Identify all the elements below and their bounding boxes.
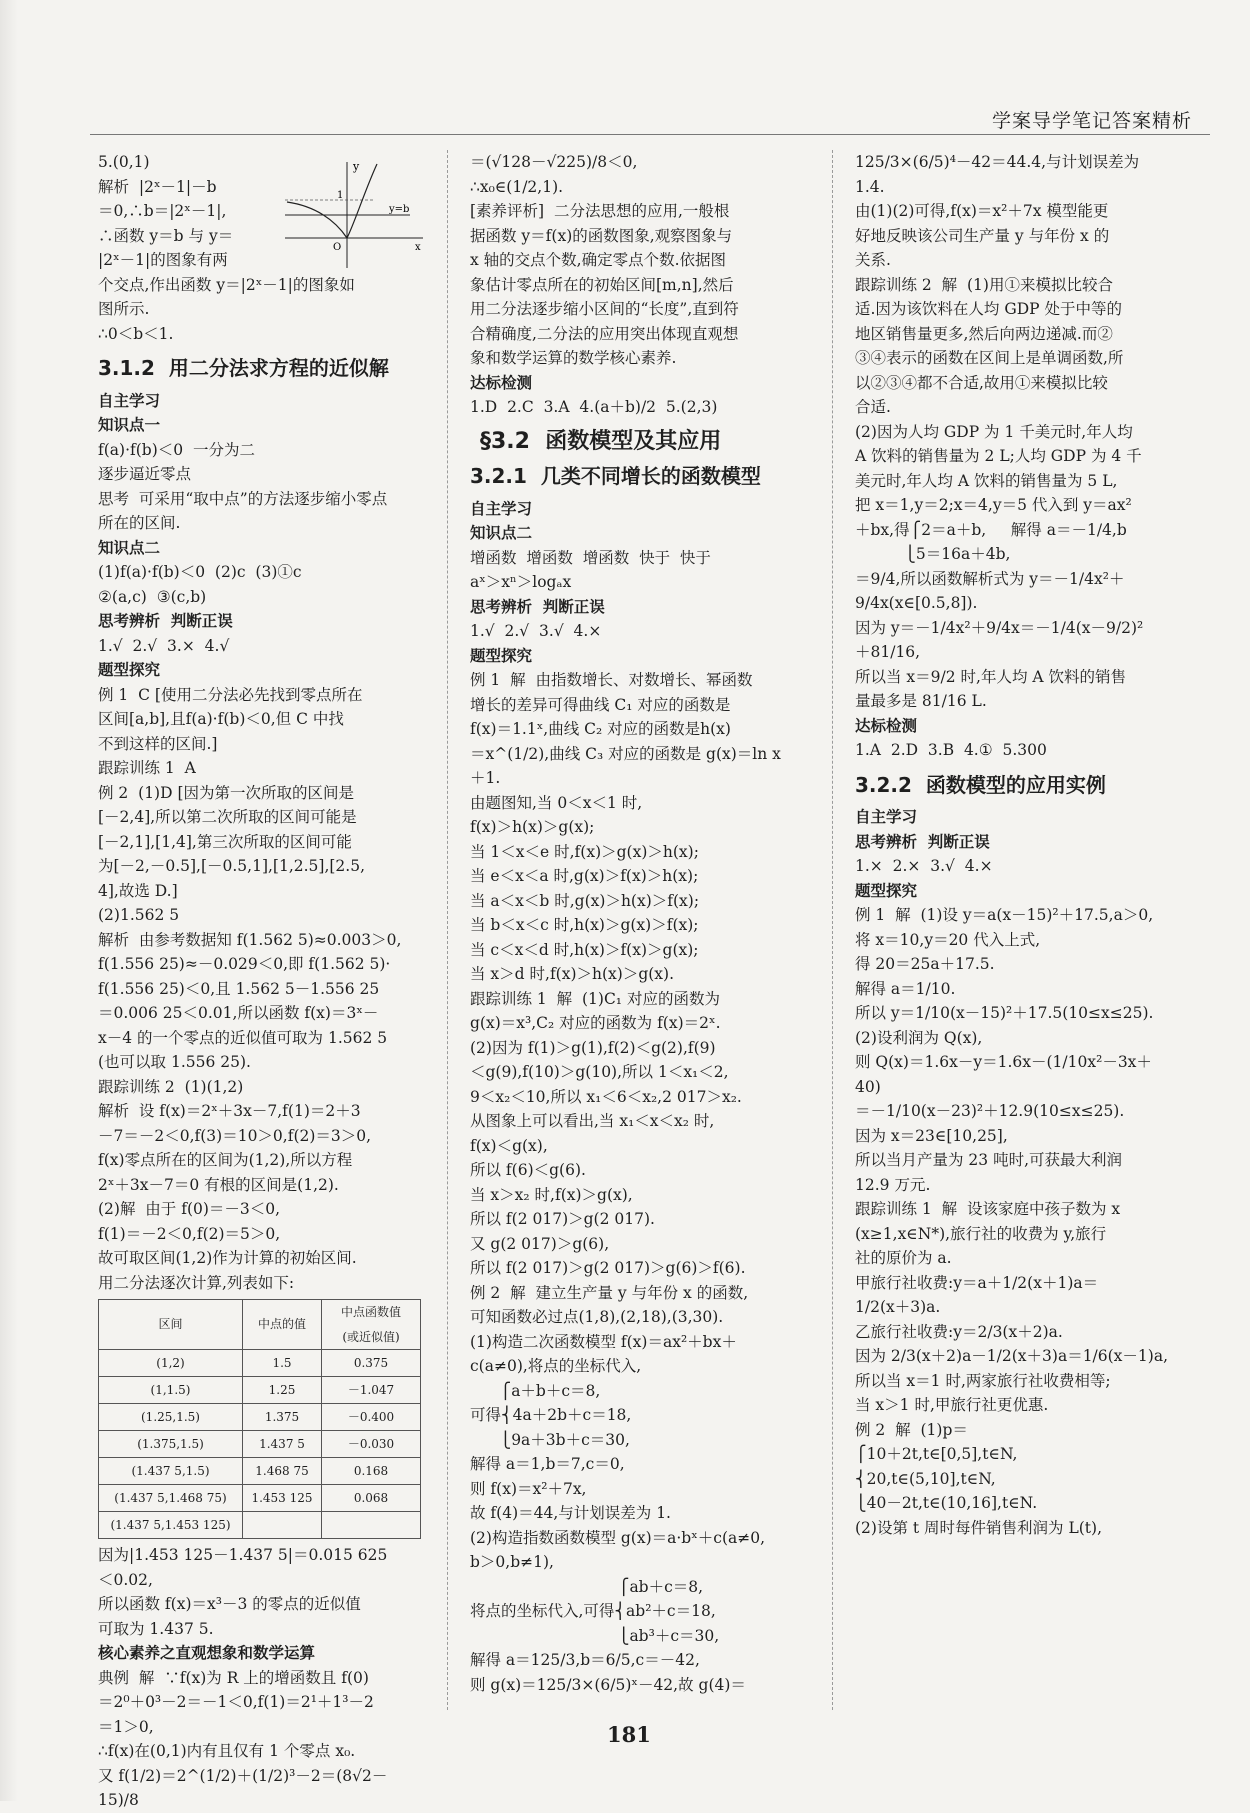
table-cell: －1.047 [322, 1377, 421, 1404]
subheading: 思考辨析 判断正误 [98, 612, 233, 630]
subheading: 题型探究 [470, 646, 533, 665]
text-line: 当 c＜x＜d 时,h(x)＞f(x)＞g(x); [470, 940, 699, 959]
text-line: (2)1.562 5 [98, 906, 180, 924]
text-line: ∴f(x)在(0,1)内有且仅有 1 个零点 x₀. [98, 1742, 356, 1760]
text-line: 例 1 解 (1)设 y＝a(x－15)²＋17.5,a＞0, [855, 906, 1154, 924]
text-line: 得 20＝25a＋17.5. [855, 955, 995, 973]
text-line: (2)因为人均 GDP 为 1 千美元时,年人均 [855, 422, 1133, 441]
text-line: f(a)·f(b)＜0 一分为二 [98, 440, 255, 459]
subheading: 思考辨析 判断正误 [855, 832, 990, 851]
text-line: 跟踪训练 2 (1)(1,2) [98, 1077, 244, 1096]
table-header-row [99, 1300, 421, 1350]
table-cell: (1.25,1.5) [99, 1404, 243, 1431]
text-line: 1.4. [855, 177, 885, 196]
text-line: 因为 y＝－1/4x²＋9/4x＝－1/4(x－9/2)² [855, 618, 1144, 637]
table-row [99, 1458, 421, 1485]
text-line: 则 Q(x)＝1.6x－y＝1.6x－(1/10x²－3x＋40) [855, 1053, 1152, 1096]
column-1 [98, 150, 428, 1813]
table-cell: 1.375 [243, 1404, 322, 1431]
text-line: 乙旅行社收费:y＝2/3(x＋2)a. [855, 1322, 1063, 1341]
subheading: 自主学习 [855, 808, 918, 826]
text-line: 故 f(4)＝44,与计划误差为 1. [470, 1504, 671, 1522]
text-line: ⎩40－2t,t∈(10,16],t∈N. [855, 1494, 1038, 1512]
text-line: f(x)＞h(x)＞g(x); [470, 818, 595, 836]
text-line: 图所示. [98, 300, 150, 318]
text-line: ＜g(9),f(10)＞g(10),所以 1＜x₁＜2, [470, 1063, 729, 1081]
text-line: ⎧ab＋c＝8, [470, 1577, 704, 1596]
subheading: 知识点一 [98, 416, 161, 434]
text-line: 解得 a＝1/10. [855, 979, 956, 998]
origin-label: O [333, 242, 342, 253]
text-line: 当 a＜x＜b 时,g(x)＞h(x)＞f(x); [470, 891, 700, 910]
section-heading: 3.2.2 函数模型的应用实例 [855, 772, 1106, 797]
text-line: 从图象上可以看出,当 x₁＜x＜x₂ 时, [470, 1112, 715, 1130]
subheading: 知识点二 [470, 524, 533, 542]
text-line: 社的原价为 a. [855, 1249, 952, 1267]
subheading: 思考辨析 判断正误 [470, 597, 605, 616]
table-cell [322, 1512, 421, 1539]
text-line: ＋1. [470, 769, 501, 787]
text-line: 为[－2,－0.5],[－0.5,1],[1,2.5],[2.5, [98, 857, 366, 875]
text-line: 4],故选 D.] [98, 881, 178, 900]
text-line: (也可以取 1.556 25). [98, 1053, 251, 1071]
text-line: 当 x＞1 时,甲旅行社更优惠. [855, 1396, 1049, 1414]
text-line: 所以函数 f(x)＝x³－3 的零点的近似值 [98, 1595, 361, 1613]
text-line: (2)设利润为 Q(x), [855, 1028, 983, 1047]
subheading: 达标检测 [855, 716, 918, 735]
text-line: 跟踪训练 1 解 (1)C₁ 对应的函数为 [470, 989, 720, 1008]
text-line: 好地反映该公司生产量 y 与年份 x 的 [855, 226, 1110, 245]
text-line: 1.√ 2.√ 3.× 4.√ [98, 636, 230, 655]
text-line: 9＜x₂＜10,所以 x₁＜6＜x₂,2 017＞x₂. [470, 1087, 742, 1106]
text-line: 所以当月产量为 23 吨时,可获最大利润 [855, 1151, 1123, 1169]
text-line: 例 2 解 (1)p＝ [855, 1420, 968, 1439]
text-line: 增函数 增函数 增函数 快于 快于 [470, 548, 711, 567]
text-line: [－2,1],[1,4],第三次所取的区间可能 [98, 832, 352, 851]
text-line: ＝9/4,所以函数解析式为 y＝－1/4x²＋ [855, 569, 1125, 588]
subheading: 题型探究 [98, 661, 161, 679]
text-line: 可得⎨4a＋2b＋c＝18, [470, 1406, 632, 1424]
page-number: 181 [607, 1722, 651, 1747]
text-line: 1.D 2.C 3.A 4.(a＋b)/2 5.(2,3) [470, 398, 718, 416]
text-line: 故可取区间(1,2)作为计算的初始区间. [98, 1249, 357, 1267]
text-line: ＝x^(1/2),曲线 C₃ 对应的函数是 g(x)＝ln x [470, 744, 781, 763]
text-line: ＝0,∴b＝|2ˣ－1|, [98, 202, 227, 220]
page-edge [0, 0, 18, 1801]
text-line: 解得 a＝125/3,b＝6/5,c＝－42, [470, 1651, 700, 1669]
text-line: ＝2⁰＋0³－2＝－1＜0,f(1)＝2¹＋1³－2 [98, 1693, 374, 1711]
one-label: 1 [337, 190, 344, 201]
text-line: 象估计零点所在的初始区间[m,n],然后 [470, 275, 734, 294]
text-line: 例 1 解 由指数增长、对数增长、幂函数 [470, 671, 753, 689]
text-line: (2)解 由于 f(0)＝－3＜0, [98, 1200, 281, 1218]
curve-abs-2x-minus-1 [287, 164, 377, 238]
table-cell: (1.437 5,1.453 125) [99, 1512, 243, 1539]
text-line: f(1.556 25)＜0,且 1.562 5－1.556 25 [98, 979, 380, 998]
text-line: 合精确度,二分法的应用突出体现直观想 [470, 324, 739, 343]
text-line: x－4 的一个零点的近似值可取为 1.562 5 [98, 1028, 388, 1047]
abs-exp-graph [285, 160, 425, 270]
text-line: 据函数 y＝f(x)的函数图象,观察图象与 [470, 226, 733, 245]
subheading: 达标检测 [470, 373, 533, 392]
text-line: －7＝－2＜0,f(3)＝10＞0,f(2)＝3＞0, [98, 1126, 372, 1145]
text-line: ＝1＞0, [98, 1717, 154, 1736]
text-line: 1.× 2.× 3.√ 4.× [855, 857, 993, 875]
text-line: 增长的差异可得曲线 C₁ 对应的函数是 [470, 695, 731, 714]
text-line: 量最多是 81/16 L. [855, 692, 987, 710]
text-line: [－2,4],所以第二次所取的区间可能是 [98, 808, 357, 826]
text-line: 关系. [855, 251, 891, 269]
text-line: 所以 y＝1/10(x－15)²＋17.5(10≤x≤25). [855, 1004, 1154, 1022]
text-line: 用二分法逐次计算,列表如下: [98, 1273, 295, 1292]
x-axis-label: x [415, 242, 421, 253]
text-line: 解析 由参考数据知 f(1.562 5)≈0.003＞0, [98, 930, 402, 949]
text-line: ＋bx,得⎧2＝a＋b, 解得 a＝－1/4,b [855, 520, 1127, 539]
text-line: 9/4x(x∈[0.5,8]). [855, 594, 978, 612]
table-cell: 0.068 [322, 1485, 421, 1512]
table-header-cell: 中点的值 [243, 1300, 322, 1350]
text-line: 解析 设 f(x)＝2ˣ＋3x－7,f(1)＝2＋3 [98, 1102, 361, 1120]
text-line: f(1)＝－2＜0,f(2)＝5＞0, [98, 1224, 281, 1243]
table-cell: (1,2) [99, 1350, 243, 1377]
text-line: 1.A 2.D 3.B 4.① 5.300 [855, 741, 1047, 759]
text-line: (2)构造指数函数模型 g(x)＝a·bˣ＋c(a≠0, [470, 1528, 766, 1547]
text-line: (1)构造二次函数模型 f(x)＝ax²＋bx＋ [470, 1332, 737, 1351]
text-line: ⎧a＋b＋c＝8, [470, 1381, 601, 1400]
text-line: ⎩ab³＋c＝30, [470, 1626, 720, 1645]
text-line: 因为 x＝23∈[10,25], [855, 1126, 1008, 1145]
text-line: [素养评析] 二分法思想的应用,一般根 [470, 202, 730, 220]
table-cell: －0.030 [322, 1431, 421, 1458]
text-line: 当 1＜x＜e 时,f(x)＞g(x)＞h(x); [470, 842, 699, 861]
text-line: ③④表示的函数在区间上是单调函数,所 [855, 349, 1124, 367]
text-line: 125/3×(6/5)⁴－42＝44.4,与计划误差为 [855, 153, 1140, 171]
text-line: 当 x＞d 时,f(x)＞h(x)＞g(x). [470, 965, 675, 983]
text-line: 跟踪训练 2 解 (1)用①来模拟比较合 [855, 275, 1113, 294]
text-line: 则 g(x)＝125/3×(6/5)ˣ－42,故 g(4)＝ [470, 1675, 746, 1694]
text-line: 2ˣ＋3x－7＝0 有根的区间是(1,2). [98, 1175, 339, 1194]
text-line: ∴0＜b＜1. [98, 324, 174, 343]
subheading: 知识点二 [98, 538, 161, 557]
text-line: 跟踪训练 1 解 设该家庭中孩子数为 x [855, 1200, 1121, 1218]
text-line: 当 e＜x＜a 时,g(x)＞f(x)＞h(x); [470, 867, 699, 885]
text-line: 解析 |2ˣ－1|－b [98, 177, 217, 196]
text-line: ＝－1/10(x－23)²＋12.9(10≤x≤25). [855, 1102, 1125, 1120]
text-line: 所以当 x＝9/2 时,年人均 A 饮料的销售 [855, 667, 1127, 686]
text-line: (2)因为 f(1)＞g(1),f(2)＜g(2),f(9) [470, 1038, 716, 1057]
text-line: 地区销售量更多,然后向两边递减.而② [855, 324, 1113, 343]
text-line: ⎨20,t∈(5,10],t∈N, [855, 1469, 996, 1488]
text-line: ②(a,c) ③(c,b) [98, 587, 207, 606]
text-line: 甲旅行社收费:y＝a＋1/2(x＋1)a＝ [855, 1273, 1099, 1292]
text-line: ＝0.006 25＜0.01,所以函数 f(x)＝3ˣ－ [98, 1004, 379, 1022]
subheading: 核心素养之直观想象和数学运算 [98, 1644, 316, 1662]
text-line: (1)f(a)·f(b)＜0 (2)c (3)①c [98, 563, 302, 581]
text-line: 所以 f(6)＜g(6). [470, 1161, 586, 1179]
table-header-cell: 中点函数值 (或近似值) [322, 1300, 421, 1350]
text-line: 当 b＜x＜c 时,h(x)＞g(x)＞f(x); [470, 916, 699, 934]
text-line: g(x)＝x³,C₂ 对应的函数为 f(x)＝2ˣ. [470, 1014, 721, 1032]
text-line: 象和数学运算的数学核心素养. [470, 349, 677, 367]
text-line: ∴x₀∈(1/2,1). [470, 177, 564, 196]
table-cell: 1.468 75 [243, 1458, 322, 1485]
text-line: aˣ＞xⁿ＞logₐx [470, 573, 572, 591]
y-axis-label: y [353, 160, 360, 173]
table-cell: 0.168 [322, 1458, 421, 1485]
text-line: 适.因为该饮料在人均 GDP 处于中等的 [855, 300, 1123, 318]
text-line: 12.9 万元. [855, 1175, 931, 1194]
text-line: b＞0,b≠1), [470, 1553, 554, 1571]
text-line: 又 g(2 017)＞g(6), [470, 1234, 610, 1253]
text-line: 跟踪训练 1 A [98, 759, 196, 777]
text-line: 可知函数必过点(1,8),(2,18),(3,30). [470, 1308, 724, 1326]
subheading: 题型探究 [855, 881, 918, 900]
text-line: f(x)＝1.1ˣ,曲线 C₂ 对应的函数是h(x) [470, 720, 731, 738]
text-line: ∴函数 y＝b 与 y＝ [98, 226, 234, 245]
table-cell: 1.437 5 [243, 1431, 322, 1458]
column-2 [470, 150, 800, 1697]
text-line: ＝(√128－√225)/8＜0, [470, 153, 638, 171]
text-line: 因为|1.453 125－1.437 5|＝0.015 625 [98, 1546, 388, 1564]
column-1-text-continued [98, 1543, 428, 1813]
table-row [99, 1350, 421, 1377]
text-line: 例 2 解 建立生产量 y 与年份 x 的函数, [470, 1283, 749, 1302]
subheading: 自主学习 [98, 391, 161, 410]
text-line: 例 1 C [使用二分法必先找到零点所在 [98, 685, 363, 704]
text-line: 例 2 (1)D [因为第一次所取的区间是 [98, 783, 355, 802]
text-line: 不到这样的区间.] [98, 734, 218, 753]
text-line: 由题图知,当 0＜x＜1 时, [470, 793, 643, 812]
text-line: ⎧10＋2t,t∈[0,5],t∈N, [855, 1445, 1018, 1463]
text-line: 思考 可采用“取中点”的方法逐步缩小零点 [98, 489, 388, 508]
table-row [99, 1404, 421, 1431]
section-heading: 3.2.1 几类不同增长的函数模型 [470, 464, 761, 488]
text-line: 当 x＞x₂ 时,f(x)＞g(x), [470, 1185, 633, 1204]
column-divider-2 [832, 150, 833, 1710]
text-line: 美元时,年人均 A 饮料的销售量为 5 L, [855, 471, 1118, 490]
text-line: 所以 f(2 017)＞g(2 017). [470, 1210, 655, 1228]
text-line: ⎩5＝16a＋4b, [855, 545, 1011, 563]
header-rule [90, 134, 1210, 135]
bisection-table [98, 1299, 421, 1539]
text-line: 5.(0,1) [98, 153, 150, 171]
table-cell [243, 1512, 322, 1539]
text-line: 把 x＝1,y＝2;x＝4,y＝5 代入到 y＝ax² [855, 496, 1132, 514]
column-1-text [98, 150, 428, 1295]
table-row [99, 1431, 421, 1458]
table-cell: (1.437 5,1.5) [99, 1458, 243, 1485]
text-line: f(x)零点所在的区间为(1,2),所以方程 [98, 1151, 353, 1169]
text-line: 将 x＝10,y＝20 代入上式, [855, 930, 1041, 949]
table-cell: (1.437 5,1.468 75) [99, 1485, 243, 1512]
table-cell: (1.375,1.5) [99, 1431, 243, 1458]
text-line: 区间[a,b],且f(a)·f(b)＜0,但 C 中找 [98, 710, 344, 728]
text-line: 用二分法逐步缩小区间的“长度”,直到符 [470, 300, 739, 318]
table-header-cell: 区间 [99, 1300, 243, 1350]
text-line: 合适. [855, 398, 891, 416]
text-line: 将点的坐标代入,可得⎨ab²＋c＝18, [470, 1602, 716, 1620]
running-header: 学案导学笔记答案精析 [991, 110, 1192, 132]
text-line: 个交点,作出函数 y＝|2ˣ－1|的图象如 [98, 275, 355, 294]
text-line: 因为 2/3(x＋2)a－1/2(x＋3)a＝1/6(x－1)a, [855, 1347, 1169, 1365]
text-line: ＜0.02, [98, 1570, 153, 1589]
table-cell: 1.453 125 [243, 1485, 322, 1512]
text-line: f(1.556 25)≈－0.029＜0,即 f(1.562 5)· [98, 955, 391, 973]
text-line: 可取为 1.437 5. [98, 1619, 214, 1638]
table-row [99, 1512, 421, 1539]
table-cell: －0.400 [322, 1404, 421, 1431]
table-row [99, 1485, 421, 1512]
table-cell: 1.5 [243, 1350, 322, 1377]
text-line: 由(1)(2)可得,f(x)＝x²＋7x 模型能更 [855, 202, 1109, 220]
subheading: 自主学习 [470, 499, 533, 518]
text-line: 所以当 x＝1 时,两家旅行社收费相等; [855, 1371, 1111, 1390]
section-heading: 3.1.2 用二分法求方程的近似解 [98, 356, 389, 380]
table-cell: (1,1.5) [99, 1377, 243, 1404]
text-line: 所在的区间. [98, 514, 181, 532]
text-line: 1/2(x＋3)a. [855, 1298, 941, 1316]
text-line: 则 f(x)＝x²＋7x, [470, 1479, 587, 1498]
line-label: y=b [389, 204, 410, 215]
text-line: x 轴的交点个数,确定零点个数.依据图 [470, 251, 727, 269]
column-divider-1 [447, 150, 448, 1710]
text-line: A 饮料的销售量为 2 L;人均 GDP 为 4 千 [855, 447, 1142, 465]
text-line: f(x)＜g(x), [470, 1136, 548, 1155]
text-line: (2)设第 t 周时每件销售利润为 L(t), [855, 1518, 1103, 1537]
text-line: c(a≠0),将点的坐标代入, [470, 1357, 642, 1375]
column-3 [855, 150, 1175, 1540]
table-cell: 1.25 [243, 1377, 322, 1404]
text-line: 又 f(1/2)＝2^(1/2)＋(1/2)³－2＝(8√2－15)/8 [98, 1766, 388, 1809]
text-line: (x≥1,x∈N*),旅行社的收费为 y,旅行 [855, 1224, 1107, 1243]
text-line: 所以 f(2 017)＞g(2 017)＞g(6)＞f(6). [470, 1259, 746, 1277]
text-line: 逐步逼近零点 [98, 465, 192, 483]
text-line: 以②③④都不合适,故用①来模拟比较 [855, 373, 1108, 392]
text-line: ⎩9a＋3b＋c＝30, [470, 1430, 630, 1449]
table-cell: 0.375 [322, 1350, 421, 1377]
table-row [99, 1377, 421, 1404]
text-line: 解得 a＝1,b＝7,c＝0, [470, 1455, 625, 1473]
text-line: 1.√ 2.√ 3.√ 4.× [470, 622, 602, 640]
text-line: ＋81/16, [855, 643, 921, 661]
text-line: |2ˣ－1|的图象有两 [98, 251, 228, 269]
section-heading: §3.2 函数模型及其应用 [480, 428, 722, 454]
text-line: 典例 解 ∵f(x)为 R 上的增函数且 f(0) [98, 1668, 369, 1687]
